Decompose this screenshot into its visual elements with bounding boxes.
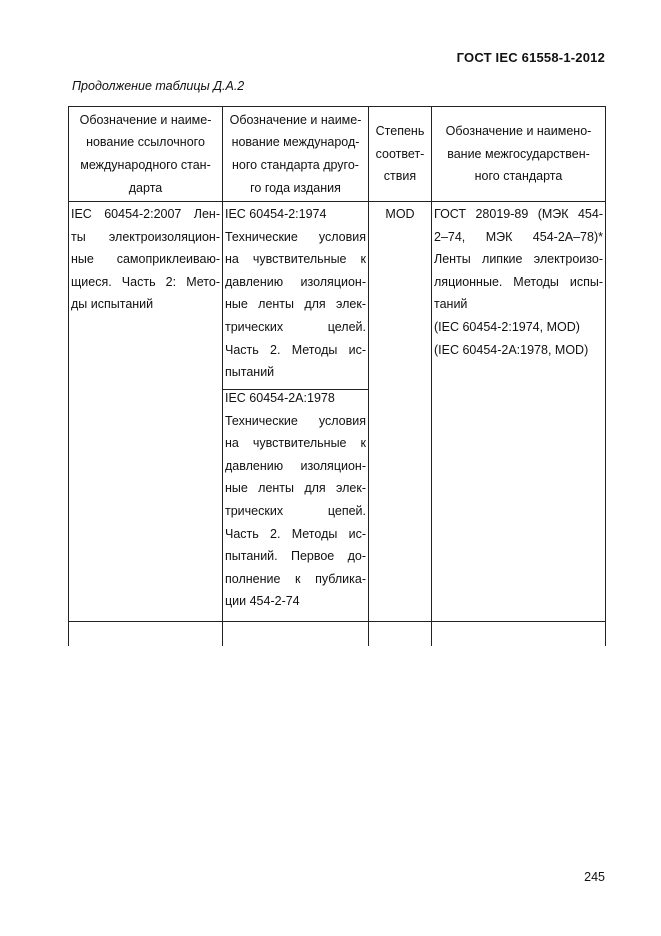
- page-number: 245: [584, 870, 605, 884]
- text-line: ные ленты для элек-: [225, 297, 366, 312]
- col-header-line: Обозначение и наиме-: [79, 112, 212, 127]
- text-line: полнение к публика-: [225, 571, 366, 586]
- col-header-reference-standard: [69, 107, 222, 201]
- reference-standards-table: [68, 106, 606, 646]
- text-line: ГОСТ 28019-89 (МЭК 454-: [434, 207, 603, 221]
- text-line: ции 454-2-74: [225, 594, 300, 609]
- text-line: ные ленты для элек-: [225, 481, 366, 496]
- table-header-divider: [68, 201, 606, 202]
- text-line: IEC 60454-2A:1978: [225, 391, 335, 405]
- text-line: пытаний. Первое до-: [225, 549, 366, 564]
- text-line: Технические условия: [225, 413, 366, 428]
- text-line: ляционные. Методы испы-: [434, 274, 603, 289]
- text-line: Технические условия: [225, 229, 366, 244]
- text-line: IEC 60454-2:1974: [225, 207, 327, 221]
- col-header-international-standard: [223, 107, 368, 201]
- text-line: на чувствительные к: [225, 252, 366, 267]
- col-header-line: Обозначение и наиме-: [229, 112, 362, 127]
- table-row-divider: [68, 621, 606, 622]
- text-line: щиеся. Часть 2: Мето-: [71, 274, 220, 289]
- col-header-line: вание межгосударствен-: [447, 146, 590, 161]
- text-line: ные самоприклеиваю-: [71, 252, 220, 267]
- text-line: на чувствительные к: [225, 436, 366, 451]
- text-line: трических цепей.: [225, 503, 366, 518]
- col-header-line: ного стандарта: [474, 169, 563, 184]
- text-line: IEC 60454-2:2007 Лен-: [71, 207, 220, 221]
- page-header-standard-code: ГОСТ IEC 61558-1-2012: [456, 50, 605, 65]
- text-line: (IEC 60454-2:1974, MOD): [434, 319, 580, 334]
- col-header-line: Обозначение и наимено-: [445, 124, 592, 139]
- col-header-line: дарта: [128, 180, 163, 195]
- cell-international-standard-1974: [225, 203, 366, 384]
- col-header-line: ствия: [383, 169, 417, 184]
- text-line: трических целей.: [225, 319, 366, 334]
- text-line: таний: [434, 297, 468, 312]
- col-header-line: ного стандарта друго-: [232, 158, 359, 172]
- table-continuation-caption: Продолжение таблицы Д.А.2: [72, 79, 245, 93]
- table-border-right: [605, 106, 606, 646]
- text-line: пытаний: [225, 365, 275, 380]
- text-line: (IEC 60454-2A:1978, MOD): [434, 342, 589, 357]
- cell-reference-standard: [71, 203, 220, 316]
- text-line: ды испытаний: [71, 297, 154, 312]
- text-line: давлению изоляцион-: [225, 274, 366, 289]
- col-header-interstate-standard: [432, 107, 605, 201]
- col-header-line: международного стан-: [80, 158, 211, 172]
- col-header-line: Степень: [375, 124, 425, 139]
- text-line: давлению изоляцион-: [225, 458, 366, 473]
- text-line: ты электроизоляцион-: [71, 229, 220, 244]
- col-header-degree-of-conformity: [369, 107, 431, 201]
- text-line: Ленты липкие электроизо-: [434, 252, 603, 267]
- col-header-line: соответ-: [375, 146, 425, 161]
- col-header-line: нование ссылочного: [86, 135, 205, 150]
- col-header-line: го года издания: [250, 180, 341, 195]
- cell-international-standard-1978: [225, 387, 366, 613]
- cell-degree-of-conformity: [369, 203, 431, 226]
- cell-interstate-standard: [434, 203, 603, 361]
- col-header-line: нование международ-: [231, 135, 360, 150]
- text-line: Часть 2. Методы ис-: [225, 342, 366, 357]
- text-line: Часть 2. Методы ис-: [225, 526, 366, 541]
- text-line: 2–74, МЭК 454-2А–78)*: [434, 229, 603, 244]
- degree-value: MOD: [385, 207, 415, 221]
